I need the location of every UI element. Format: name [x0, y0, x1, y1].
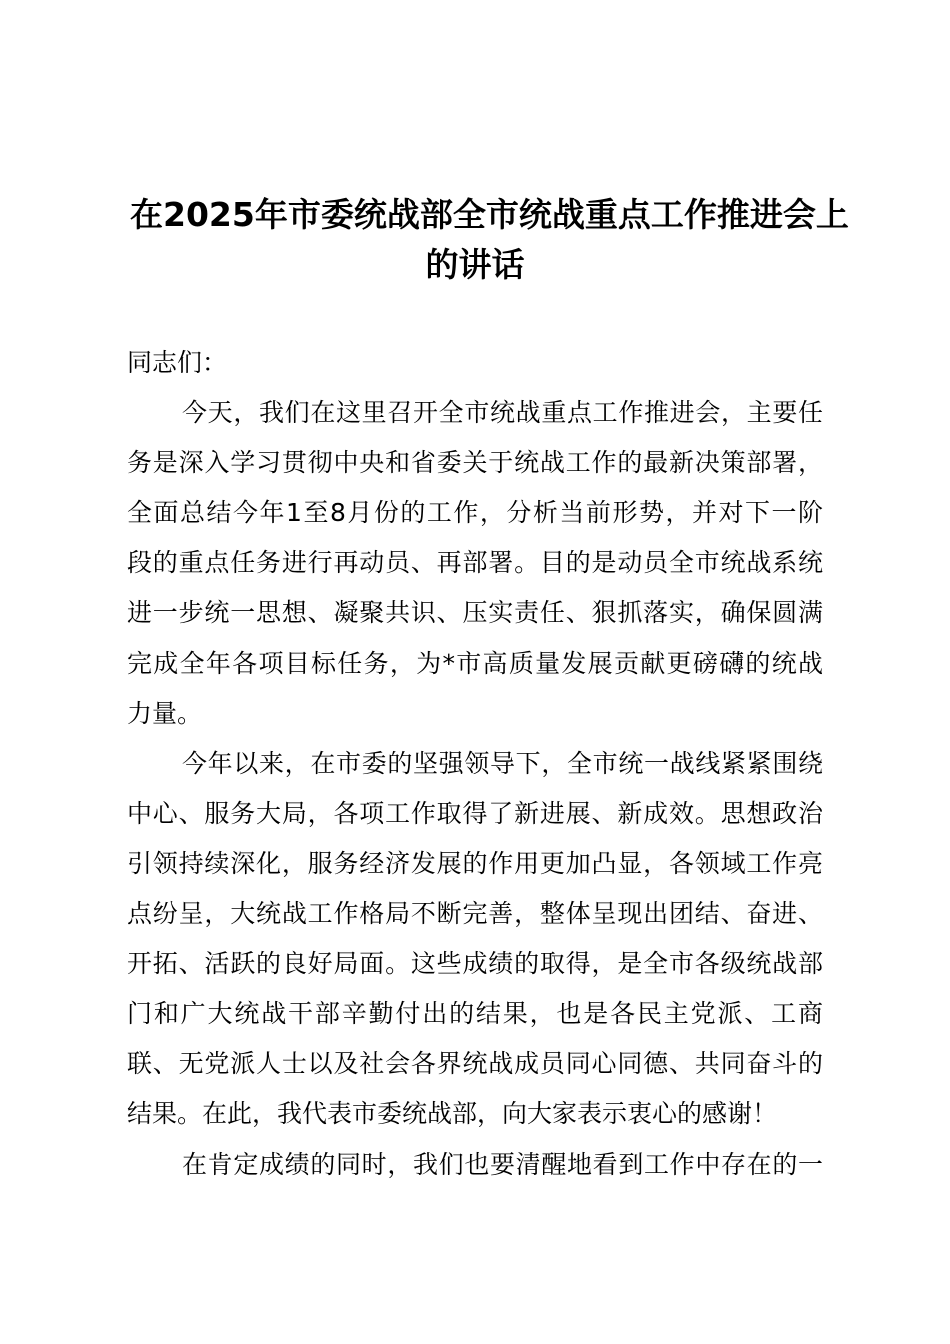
paragraph-2: [127, 739, 823, 1140]
text-line: 结果。在此，我代表市委统战部，向大家表示衷心的感谢！: [127, 1099, 778, 1129]
text-line: 今年以来，在市委的坚强领导下，全市统一战线紧紧围绕: [182, 748, 823, 778]
text-line: 段的重点任务进行再动员、再部署。目的是动员全市统战系统: [127, 548, 823, 578]
title-line: 的讲话: [425, 245, 525, 284]
text-line: 完成全年各项目标任务，为*市高质量发展贡献更磅礴的统战: [127, 648, 823, 678]
greeting: 同志们：: [127, 348, 228, 377]
text-line: 中心、服务大局，各项工作取得了新进展、新成效。思想政治: [127, 798, 823, 828]
text-line: 全面总结今年1至8月份的工作，分析当前形势，并对下一阶: [127, 498, 823, 528]
text-line: 今天，我们在这里召开全市统战重点工作推进会，主要任: [182, 398, 823, 428]
document-body: [127, 338, 823, 1190]
paragraph-3: [127, 1140, 823, 1190]
paragraph-1: [127, 388, 823, 739]
text-line: 务是深入学习贯彻中央和省委关于统战工作的最新决策部署，: [127, 448, 823, 478]
text-line: 进一步统一思想、凝聚共识、压实责任、狠抓落实，确保圆满: [127, 598, 823, 628]
text-line: 联、无党派人士以及社会各界统战成员同心同德、共同奋斗的: [127, 1049, 823, 1079]
text-line: 力量。: [127, 698, 203, 728]
text-line: 点纷呈，大统战工作格局不断完善，整体呈现出团结、奋进、: [127, 899, 823, 929]
text-line: 引领持续深化，服务经济发展的作用更加凸显，各领域工作亮: [127, 848, 823, 878]
text-line: 开拓、活跃的良好局面。这些成绩的取得，是全市各级统战部: [127, 949, 823, 979]
text-line: 门和广大统战干部辛勤付出的结果，也是各民主党派、工商: [127, 999, 823, 1029]
title-line: 在2025年市委统战部全市统战重点工作推进会上: [130, 195, 849, 234]
document-title: [130, 190, 849, 290]
text-line: 在肯定成绩的同时，我们也要清醒地看到工作中存在的一: [182, 1149, 823, 1179]
